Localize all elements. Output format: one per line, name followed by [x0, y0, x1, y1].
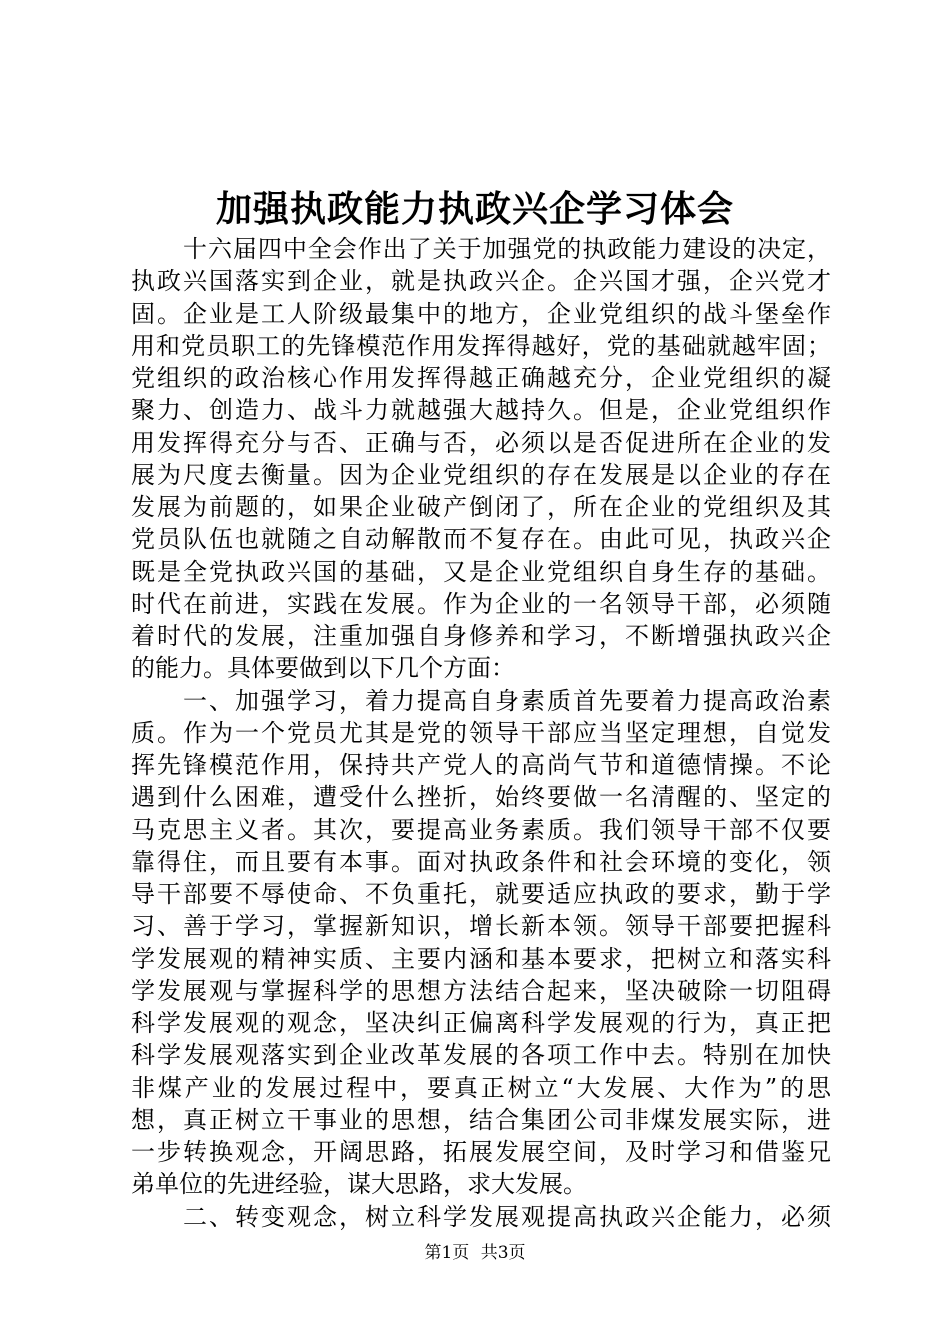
- body-text-line: 科学发展观的观念，坚决纠正偏离科学发展观的行为，真正把: [131, 1009, 831, 1037]
- body-text-line: 学发展观的精神实质、主要内涵和基本要求，把树立和落实科: [131, 944, 831, 973]
- body-text-line: 靠得住，而且要有本事。面对执政条件和社会环境的变化，领: [131, 847, 831, 876]
- body-text-line: 科学发展观落实到企业改革发展的各项工作中去。特别在加快: [131, 1041, 831, 1070]
- body-text-line: 学发展观与掌握科学的思想方法结合起来，坚决破除一切阻碍: [131, 976, 831, 1005]
- body-text-line: 挥先锋模范作用，保持共产党人的高尚气节和道德情操。不论: [131, 751, 831, 779]
- body-text-line: 展为尺度去衡量。因为企业党组织的存在发展是以企业的存在: [131, 460, 831, 489]
- page-footer: [0, 1241, 950, 1265]
- body-text-line: 十六届四中全会作出了关于加强党的执政能力建设的决定，: [183, 235, 831, 263]
- body-text-line: 用发挥得充分与否、正确与否，必须以是否促进所在企业的发: [131, 428, 831, 457]
- body-text-line: 非煤产业的发展过程中，要真正树立“大发展、大作为”的思: [131, 1073, 831, 1102]
- body-text-line: 发展为前题的，如果企业破产倒闭了，所在企业的党组织及其: [131, 493, 831, 521]
- body-text-line: 马克思主义者。其次，要提高业务素质。我们领导干部不仅要: [131, 815, 831, 844]
- body-text-line: 时代在前进，实践在发展。作为企业的一名领导干部，必须随: [131, 589, 831, 618]
- body-text-line: 导干部要不辱使命、不负重托，就要适应执政的要求，勤于学: [131, 880, 831, 908]
- body-text-line: 既是全党执政兴国的基础，又是企业党组织自身生存的基础。: [131, 557, 831, 586]
- document-title: 加强执政能力执政兴企学习体会: [215, 188, 734, 230]
- body-text-line: 执政兴国落实到企业，就是执政兴企。企兴国才强，企兴党才: [131, 267, 831, 296]
- body-text-line: 想，真正树立干事业的思想，结合集团公司非煤发展实际，进: [131, 1105, 831, 1134]
- page-total: 共3页: [480, 1243, 526, 1263]
- page-number: 第1页: [424, 1243, 470, 1263]
- body-text-line: 的能力。具体要做到以下几个方面：: [131, 654, 515, 683]
- document-body: [131, 233, 831, 1233]
- body-text-line: 聚力、创造力、战斗力就越强大越持久。但是，企业党组织作: [131, 396, 831, 425]
- body-text-line: 用和党员职工的先锋模范作用发挥得越好，党的基础就越牢固；: [131, 331, 831, 360]
- body-text-line: 二、转变观念，树立科学发展观提高执政兴企能力，必须: [183, 1202, 831, 1231]
- body-text-line: 党组织的政治核心作用发挥得越正确越充分，企业党组织的凝: [131, 364, 831, 392]
- body-text-line: 着时代的发展，注重加强自身修养和学习，不断增强执政兴企: [131, 622, 831, 650]
- body-text-line: 固。企业是工人阶级最集中的地方，企业党组织的战斗堡垒作: [131, 299, 831, 328]
- body-text-line: 一、加强学习，着力提高自身素质首先要着力提高政治素: [183, 686, 831, 715]
- body-text-line: 党员队伍也就随之自动解散而不复存在。由此可见，执政兴企: [131, 525, 831, 554]
- body-text-line: 质。作为一个党员尤其是党的领导干部应当坚定理想，自觉发: [131, 718, 831, 747]
- body-text-line: 一步转换观念，开阔思路，拓展发展空间，及时学习和借鉴兄: [131, 1138, 831, 1166]
- body-text-line: 习、善于学习，掌握新知识，增长新本领。领导干部要把握科: [131, 912, 831, 941]
- body-text-line: 遇到什么困难，遭受什么挫折，始终要做一名清醒的、坚定的: [131, 783, 831, 812]
- body-text-line: 弟单位的先进经验，谋大思路，求大发展。: [131, 1170, 587, 1199]
